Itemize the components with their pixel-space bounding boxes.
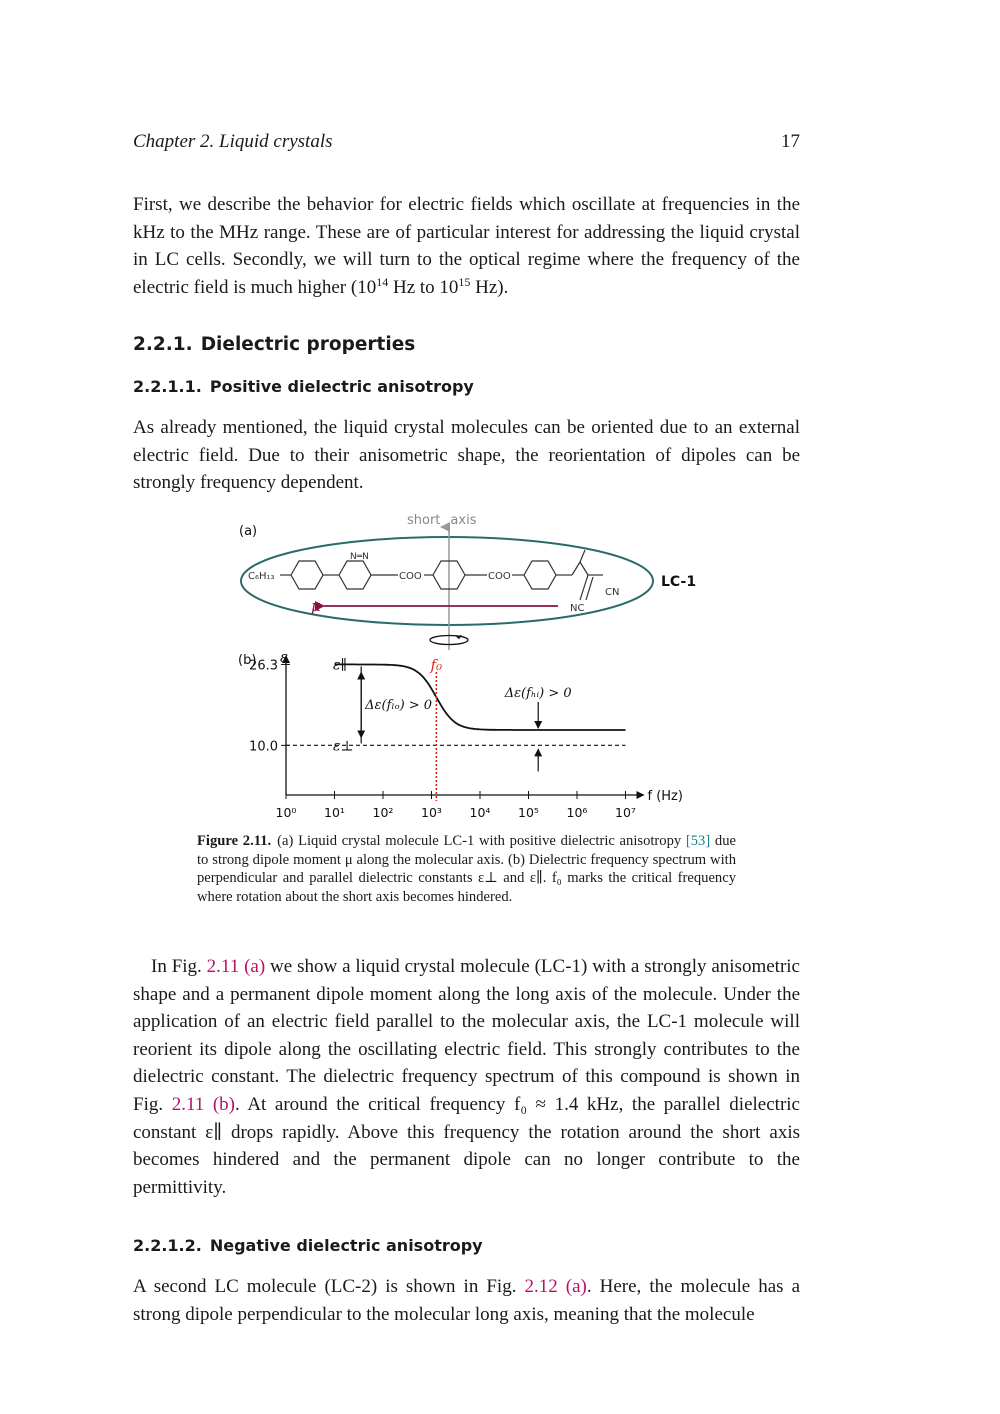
x-axis-label: f (Hz) (647, 789, 683, 804)
x-tick-label: 10⁴ (469, 805, 491, 820)
f0-label: f₀ (430, 656, 443, 674)
eps-perpendicular-label: ε⊥ (333, 738, 354, 755)
page-number: 17 (781, 131, 800, 152)
nc-label: NC (570, 603, 585, 614)
panel-a-label: (a) (239, 524, 258, 539)
section-heading: 2.2.1. Dielectric properties (133, 334, 416, 355)
citation-link[interactable]: [53] (685, 833, 711, 849)
dipole-label: μ (311, 597, 321, 615)
ester-label-1: COO (399, 571, 422, 582)
paragraph-lc1: In Fig. 2.11 (a) we show a liquid crystal molecule (LC-1) with a strongly anisometric shape and a permanent dipole moment along the long axis of the molecule. Under the application of an electric field parallel to the molecular axis, the LC-1 molecule will reorient its dipole along the oscillating electric field. This strongly contributes to the dielectric constant. The dielectric frequency spectrum of this compound is shown in Fig. 2.11 (b). At around the critical frequency f₀ ≈ 1.4 kHz, the parallel dielectric constant ε∥ drops rapidly. Above this frequency the rotation around the short axis becomes hindered and the permanent dipole can no longer contribute to the permittivity. (133, 956, 800, 1198)
subsection-heading-negative: 2.2.1.2. Negative dielectric anisotropy (133, 1236, 483, 1255)
y-tick-label: 10.0 (249, 739, 278, 755)
alkyl-label: C₆H₁₃ (248, 571, 275, 582)
dielectric-chart (249, 648, 683, 820)
figure-ref-2-11b[interactable]: 2.11 (b) (171, 1093, 236, 1115)
short-axis-label: short axis (407, 513, 477, 528)
x-tick-label: 10³ (421, 805, 442, 820)
x-tick-label: 10² (372, 805, 394, 820)
y-tick-label: 26.3 (249, 658, 278, 674)
y-axis-label: ε (280, 648, 289, 666)
lc1-structure (280, 550, 603, 600)
x-tick-label: 10⁶ (566, 805, 588, 820)
x-tick-label: 10⁵ (518, 805, 539, 820)
paragraph-lc2: A second LC molecule (LC-2) is shown in Fig. 2.12 (a). Here, the molecule has a strong dipole perpendicular to the molecular long axis, meaning that the molecule (133, 1276, 800, 1325)
delta-low-label: Δε(fₗₒ) > 0 (365, 697, 433, 713)
figure-ref-2-11a[interactable]: 2.11 (a) (206, 956, 266, 977)
intro-paragraph: First, we describe the behavior for electric fields which oscillate at frequencies in the kHz to the MHz range. These are of particular interest for addressing the liquid crystal in LC cells. Secondly, we will turn to the optical regime where the frequency of the electric field is much higher ($10^{14}$ Hz to $10^{15}$ Hz). (133, 194, 800, 298)
figure-ref-2-12a[interactable]: 2.12 (a) (524, 1276, 587, 1297)
ester-label-2: COO (488, 571, 511, 582)
paragraph-orientation: As already mentioned, the liquid crystal molecules can be oriented due to an external electric field. Due to their anisometric shape, the reorientation of dipoles can be strongly frequency dependent. (133, 417, 800, 494)
molecule-name: LC-1 (661, 574, 697, 590)
delta-high-label: Δε(fₕᵢ) > 0 (504, 685, 572, 701)
panel-b-label: (b) (238, 653, 257, 668)
chapter-title: Chapter 2. Liquid crystals (133, 131, 333, 152)
azo-label: N═N (350, 552, 369, 562)
subsection-heading-positive: 2.2.1.1. Positive dielectric anisotropy (133, 377, 474, 396)
cn-label: CN (605, 587, 620, 598)
figure-caption: Figure 2.11. (a) Liquid crystal molecule LC-1 with positive dielectric anisotropy [53] due to strong dipole moment μ along the molecular axis. (b) Dielectric frequency spectrum with perpendicular and parallel dielectric constants ε⊥ and ε∥. f₀ marks the critical frequency where rotation about the short axis becomes hindered. (197, 833, 736, 905)
x-tick-label: 10⁷ (615, 805, 636, 820)
x-tick-label: 10⁰ (275, 805, 297, 820)
x-tick-label: 10¹ (324, 805, 345, 820)
eps-parallel-label: ε∥ (333, 657, 347, 674)
